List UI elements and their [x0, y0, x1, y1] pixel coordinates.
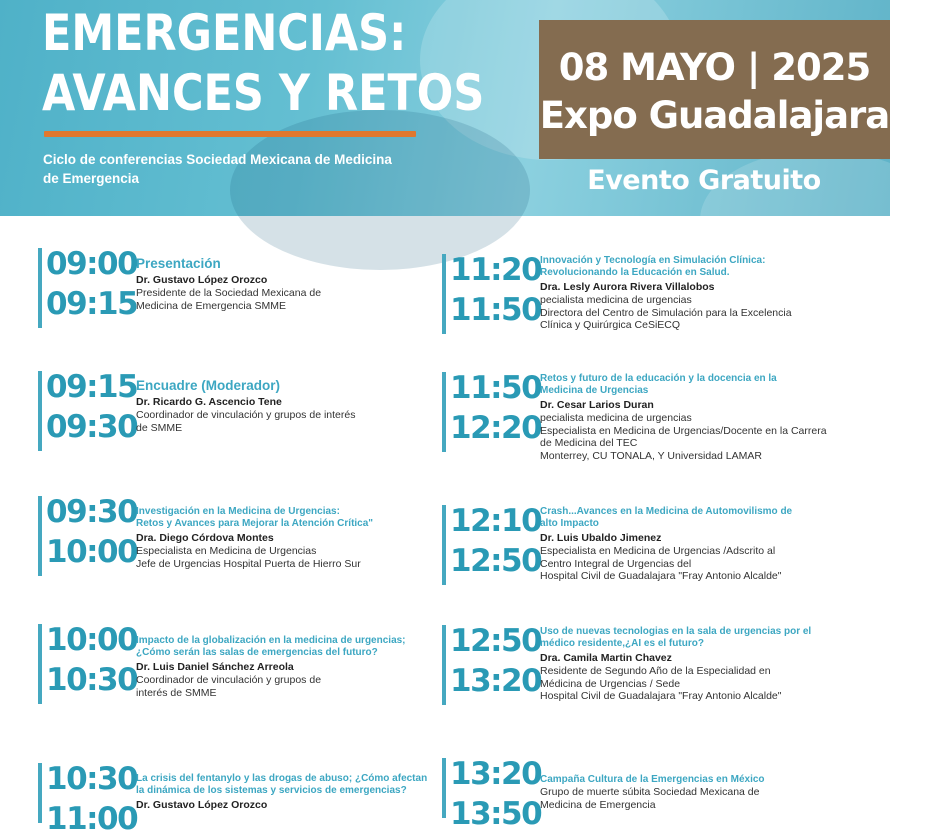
event-title-line1: EMERGENCIAS: [42, 4, 407, 62]
session-info [540, 626, 885, 703]
session-end-time: 13:50 [450, 796, 542, 832]
session-start-time: 10:30 [46, 761, 138, 797]
session-speaker: Dr. Luis Ubaldo Jimenez [540, 532, 662, 544]
session-accent-bar [38, 763, 42, 823]
session-description: Especialista en Medicina de Urgencias Jefe de Urgencias Hospital Puerta de Hierro Sur [136, 545, 361, 570]
session-end-time: 10:30 [46, 662, 138, 698]
session-info [136, 773, 436, 812]
session-speaker: Dr. Gustavo López Orozco [136, 274, 268, 286]
session-title: Retos y futuro de la educación y la docencia en la Medicina de Urgencias [540, 373, 777, 396]
session-start-time: 13:20 [450, 756, 542, 792]
session-start-time: 09:00 [46, 246, 138, 282]
session-description: Especialista en Medicina de Urgencias /Adscrito al Centro Integral de Urgencias del Hospital Civil de Guadalajara "Fray Antonio Alcalde" [540, 545, 782, 582]
session-start-time: 11:50 [450, 370, 542, 406]
session-title: Campaña Cultura de la Emergencias en México [540, 774, 765, 785]
session-end-time: 12:50 [450, 543, 542, 579]
session-start-time: 12:10 [450, 503, 542, 539]
session-end-time: 11:50 [450, 292, 542, 328]
session-title: La crisis del fentanylo y las drogas de abuso; ¿Cómo afectan la dinámica de los sistemas y servicios de emergencias? [136, 773, 428, 796]
session-accent-bar [38, 624, 42, 704]
session-title: Crash...Avances en la Medicina de Automovilismo de alto Impacto [540, 506, 793, 529]
session-start-time: 10:00 [46, 622, 138, 658]
session-description: pecialista medicina de urgencias Directora del Centro de Simulación para la Excelencia Clínica y Quirúrgica CeSiECQ [540, 294, 792, 331]
session-end-time: 13:20 [450, 663, 542, 699]
session-speaker: Dr. Cesar Larios Duran [540, 399, 654, 411]
session-description: Grupo de muerte súbita Sociedad Mexicana de Medicina de Emergencia [540, 786, 760, 811]
session-info [540, 506, 880, 583]
session-accent-bar [442, 505, 446, 585]
session-title: Impacto de la globalización en la medicina de urgencias; ¿Cómo serán las salas de emergencias del futuro? [136, 635, 406, 658]
session-start-time: 09:30 [46, 494, 138, 530]
session-description: Coordinador de vinculación y grupos de interés de SMME [136, 674, 322, 699]
session-info [540, 255, 880, 332]
session-end-time: 10:00 [46, 534, 138, 570]
session-info [540, 774, 880, 811]
session-title: Innovación y Tecnología en Simulación Clínica: Revolucionando la Educación en Salud. [540, 255, 766, 278]
session-start-time: 12:50 [450, 623, 542, 659]
session-start-time: 09:15 [46, 369, 138, 405]
session-accent-bar [442, 372, 446, 452]
session-info [136, 635, 436, 699]
session-accent-bar [442, 254, 446, 334]
session-end-time: 11:00 [46, 801, 138, 837]
session-accent-bar [442, 758, 446, 818]
session-description: Residente de Segundo Año de la Especialidad en Médicina de Urgencias / Sede Hospital Civil de Guadalajara "Fray Antonio Alcalde" [540, 665, 782, 702]
session-title: Encuadre (Moderador) [136, 378, 281, 393]
session-accent-bar [38, 371, 42, 451]
free-event-label: Evento Gratuito [587, 165, 821, 196]
session-speaker: Dr. Gustavo López Orozco [136, 799, 268, 811]
session-accent-bar [38, 496, 42, 576]
session-speaker: Dr. Luis Daniel Sánchez Arreola [136, 661, 294, 673]
session-description: pecialista medicina de urgencias Especialista en Medicina de Urgencias/Docente en la Carrera de Medicina del TEC Monterrey, CU TONALA, Y Universidad LAMAR [540, 412, 827, 462]
session-end-time: 09:30 [46, 409, 138, 445]
session-accent-bar [38, 248, 42, 328]
session-speaker: Dra. Camila Martin Chavez [540, 652, 672, 664]
session-info [540, 373, 885, 462]
session-speaker: Dra. Lesly Aurora Rivera Villalobos [540, 281, 715, 293]
session-speaker: Dra. Diego Córdova Montes [136, 532, 274, 544]
session-info [136, 378, 406, 434]
session-start-time: 11:20 [450, 252, 542, 288]
event-venue: Expo Guadalajara [539, 94, 890, 137]
session-info [136, 506, 426, 570]
hero-banner [0, 0, 890, 216]
event-date: 08 MAYO | 2025 [558, 46, 871, 89]
date-venue-box [539, 20, 890, 159]
session-end-time: 12:20 [450, 410, 542, 446]
session-description: Coordinador de vinculación y grupos de interés de SMME [136, 409, 356, 434]
session-accent-bar [442, 625, 446, 705]
session-speaker: Dr. Ricardo G. Ascencio Tene [136, 396, 282, 408]
event-title-line2: AVANCES Y RETOS [42, 64, 485, 122]
session-title: Investigación en la Medicina de Urgencias: Retos y Avances para Mejorar la Atención Crítica" [136, 506, 374, 529]
session-description: Presidente de la Sociedad Mexicana de Medicina de Emergencia SMME [136, 287, 322, 312]
event-subtitle: Ciclo de conferencias Sociedad Mexicana de Medicina de Emergencia [43, 152, 392, 186]
session-info [136, 256, 396, 312]
session-title: Uso de nuevas tecnologias en la sala de urgencias por el médico residente,¿AI es el futuro? [540, 626, 812, 649]
session-end-time: 09:15 [46, 286, 138, 322]
title-underline [44, 131, 416, 137]
session-title: Presentación [136, 256, 221, 271]
